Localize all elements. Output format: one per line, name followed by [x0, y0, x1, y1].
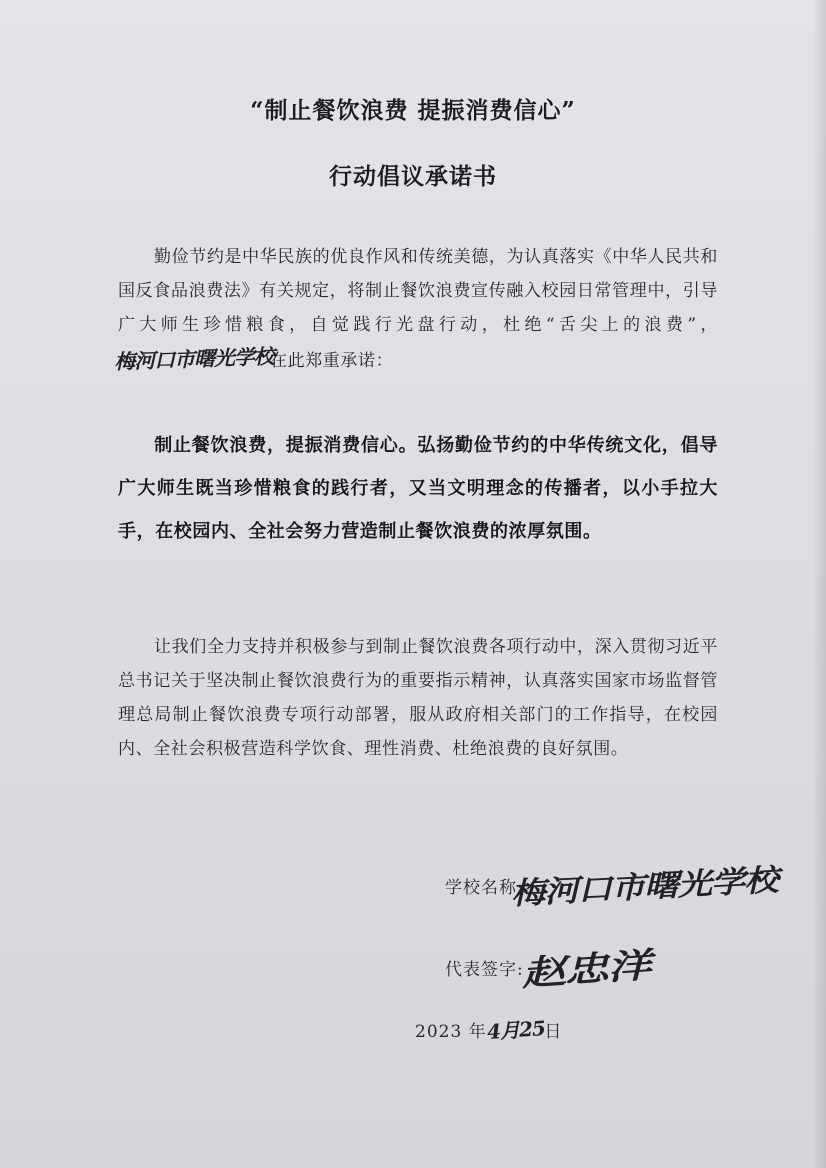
representative-row — [445, 942, 652, 995]
school-name-handwritten: 梅河口市曙光学校 — [509, 863, 779, 912]
call-to-action-text: 让我们全力支持并积极参与到制止餐饮浪费各项行动中，深入贯彻习近平总书记关于坚决制止餐饮浪费行为的重要指示精神，认真落实国家市场监督管理总局制止餐饮浪费专项行动部署，服从政府相关部门的工作指导，在校园内、全社会积极营造科学饮食、理性消费、杜绝浪费的良好氛围。 — [118, 637, 718, 759]
intro-paragraph — [113, 240, 718, 378]
intro-tail-text: 在此郑重承诺： — [270, 351, 394, 371]
intro-text: 勤俭节约是中华民族的优良作风和传统美德，为认真落实《中华人民共和国反食品浪费法》有关规定，将制止餐饮浪费宣传融入校园日常管理中，引导广大师生珍惜粮食，自觉践行光盘行动，杜绝“舌尖上的浪费”， — [118, 247, 718, 335]
date-handwritten: 4月25 — [486, 1016, 546, 1044]
document-subtitle: 行动倡议承诺书 — [329, 163, 497, 190]
representative-signature: 赵忠洋 — [519, 945, 652, 995]
date-year: 2023 年 — [415, 1022, 487, 1042]
date-row — [415, 1014, 562, 1043]
date-suffix: 日 — [544, 1022, 563, 1042]
call-to-action-paragraph — [118, 630, 718, 766]
school-name-row — [445, 862, 779, 912]
school-name-label: 学校名称: — [445, 878, 524, 898]
representative-label: 代表签字: — [445, 960, 524, 980]
inline-handwritten-school-name: 梅河口市曙光学校 — [113, 344, 275, 374]
document-title: “制止餐饮浪费 提振消费信心” — [250, 97, 576, 124]
pledge-paragraph — [118, 424, 718, 553]
pledge-text: 制止餐饮浪费，提振消费信心。弘扬勤俭节约的中华传统文化，倡导广大师生既当珍惜粮食的践行者，又当文明理念的传播者，以小手拉大手，在校园内、全社会努力营造制止餐饮浪费的浓厚氛围。 — [118, 435, 718, 542]
